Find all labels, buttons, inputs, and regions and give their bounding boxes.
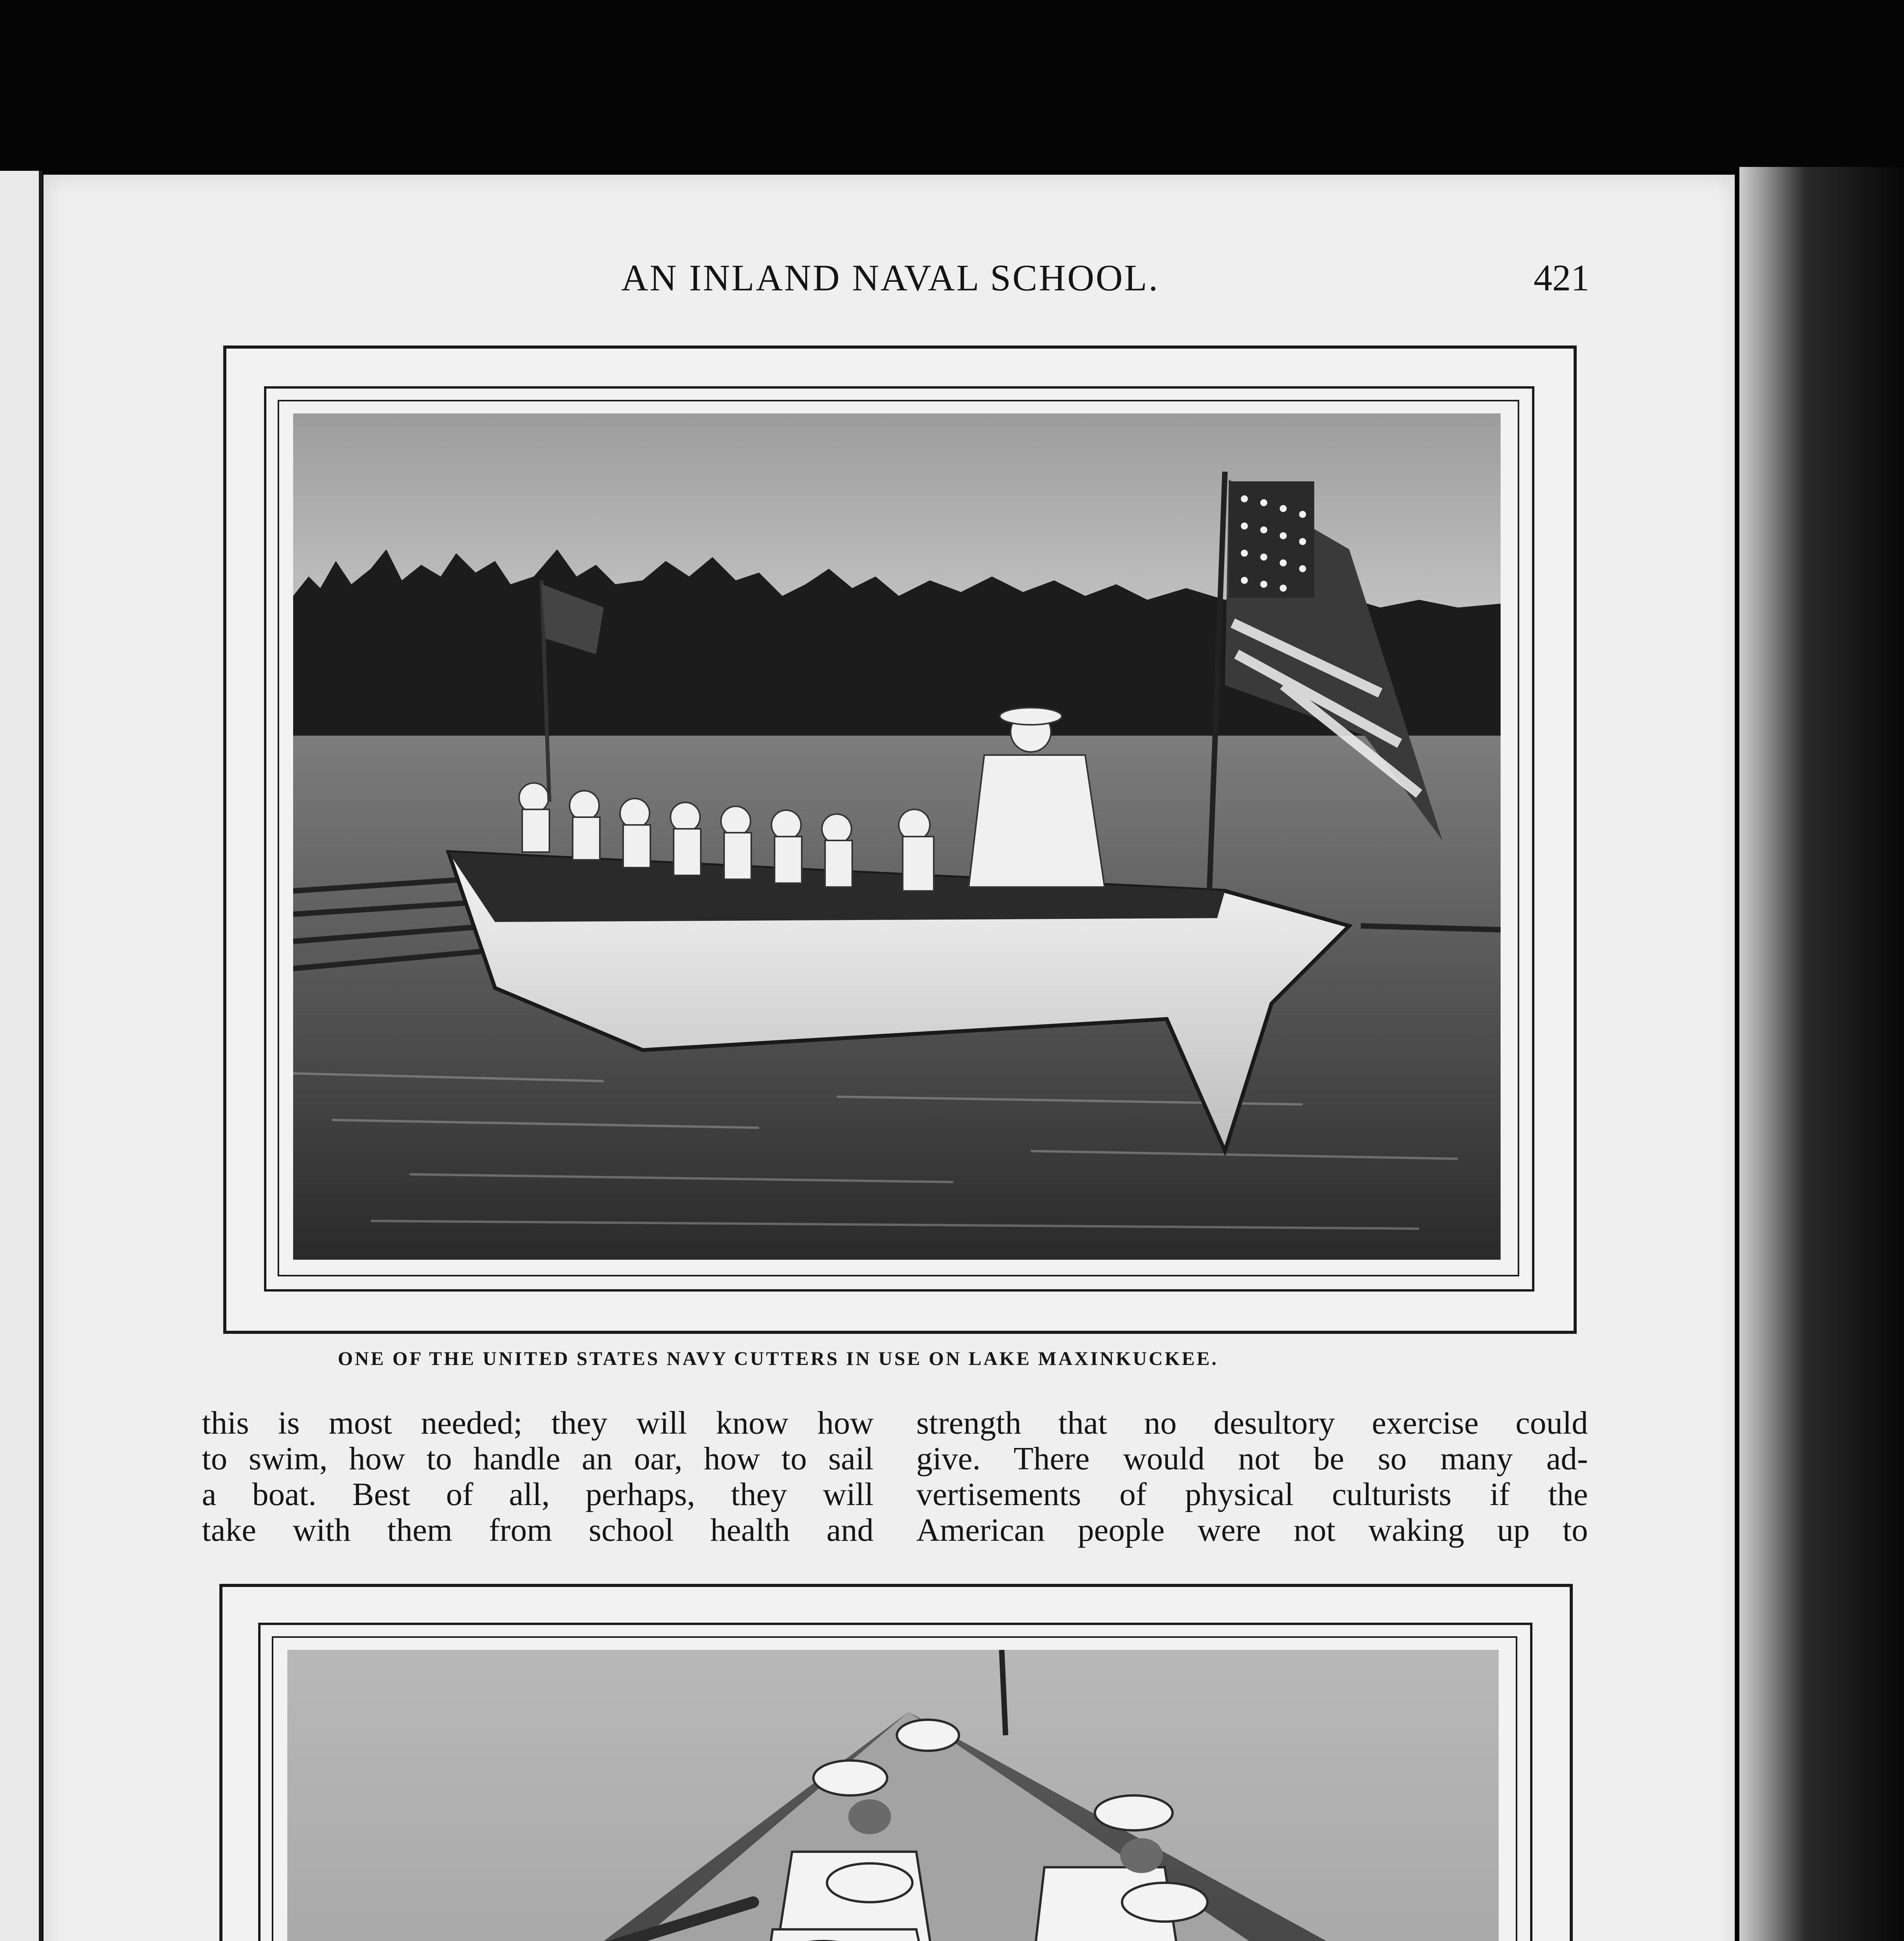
body-text-left-column <box>202 1405 874 1548</box>
right-column-line: strength that no desultory exercise could <box>916 1405 1588 1441</box>
left-column-line: this is most needed; they will know how <box>202 1405 874 1441</box>
figure-2-photo-rowers <box>287 1650 1499 1941</box>
book-spine-shadow <box>1739 167 1904 1941</box>
previous-page-edge <box>0 171 43 1941</box>
running-head: AN INLAND NAVAL SCHOOL. <box>621 257 1160 299</box>
left-column-line: a boat. Best of all, perhaps, they will <box>202 1476 874 1512</box>
body-text-right-column <box>916 1405 1588 1548</box>
right-column-line: give. There would not be so many ad- <box>916 1441 1588 1477</box>
left-column-line: to swim, how to handle an oar, how to sail <box>202 1441 874 1477</box>
figure-1-photo-navy-cutter <box>293 413 1501 1260</box>
figure-1-caption: ONE OF THE UNITED STATES NAVY CUTTERS IN USE ON LAKE MAXINKUCKEE. <box>338 1347 1218 1369</box>
right-column-line: vertisements of physical culturists if the <box>916 1476 1588 1512</box>
scan-top-border <box>0 0 1904 171</box>
left-column-line: take with them from school health and <box>202 1512 874 1548</box>
page-number: 421 <box>1534 257 1590 299</box>
right-column-line: American people were not waking up to <box>916 1512 1588 1548</box>
